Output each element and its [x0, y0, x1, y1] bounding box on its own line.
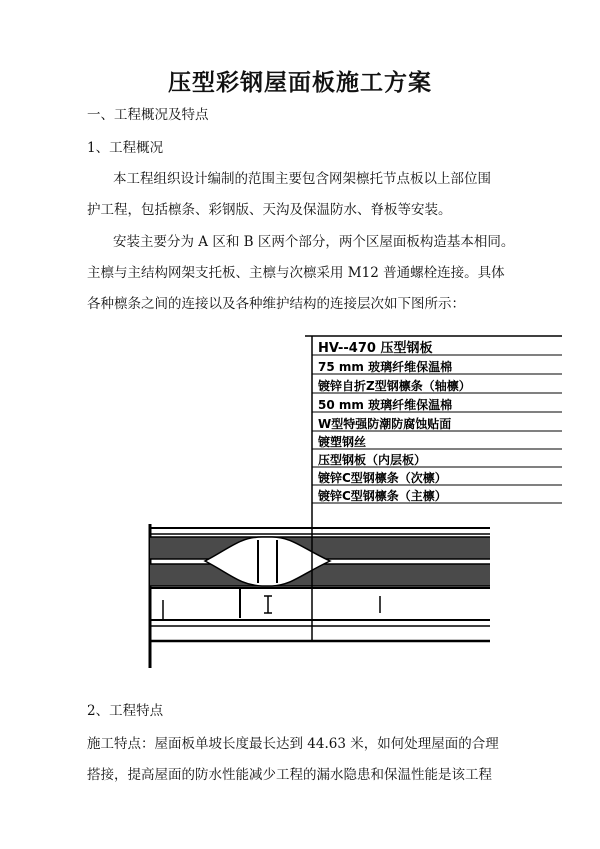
subsection-heading-1-2: 2、工程特点	[87, 703, 164, 719]
legend-item-5: W型特强防潮防腐蚀贴面	[318, 417, 452, 431]
paragraph-1-line-2: 护工程，包括檩条、彩钢版、天沟及保温防水、脊板等安装。	[87, 202, 452, 218]
legend-item-4: 50 mm 玻璃纤维保温棉	[318, 398, 453, 412]
legend-item-1: HV--470 压型钢板	[318, 341, 433, 356]
legend-item-6: 镀塑钢丝	[318, 435, 367, 449]
legend-item-3: 镀锌自折Z型钢檩条（轴檩）	[318, 379, 471, 393]
legend-item-8: 镀锌C型钢檩条（次檩）	[318, 471, 447, 485]
paragraph-1-line-1: 本工程组织设计编制的范围主要包含网架檩托节点板以上部位围	[113, 171, 491, 187]
insulation-layer-50mm	[150, 564, 490, 586]
paragraph-3-line-1: 施工特点：屋面板单坡长度最长达到 44.63 米，如何处理屋面的合理	[87, 736, 499, 752]
paragraph-2-line-3: 各种檩条之间的连接以及各种维护结构的连接层次如下图所示：	[87, 296, 465, 312]
document-title: 压型彩钢屋面板施工方案	[168, 69, 432, 96]
paragraph-2-line-2: 主檩与主结构网架支托板、主檩与次檩采用 M12 普通螺栓连接。具体	[87, 265, 505, 281]
legend-item-7: 压型钢板（内层板）	[318, 453, 427, 467]
legend-item-2: 75 mm 玻璃纤维保温棉	[318, 360, 453, 374]
legend-item-9: 镀锌C型钢檩条（主檩）	[318, 489, 447, 503]
paragraph-3-line-2: 搭接，提高屋面的防水性能减少工程的漏水隐患和保温性能是该工程	[87, 767, 492, 783]
paragraph-2-line-1: 安装主要分为 A 区和 B 区两个部分，两个区屋面板构造基本相同。	[113, 234, 515, 250]
section-heading-1: 一、工程概况及特点	[87, 107, 209, 123]
subsection-heading-1-1: 1、工程概况	[87, 140, 164, 156]
